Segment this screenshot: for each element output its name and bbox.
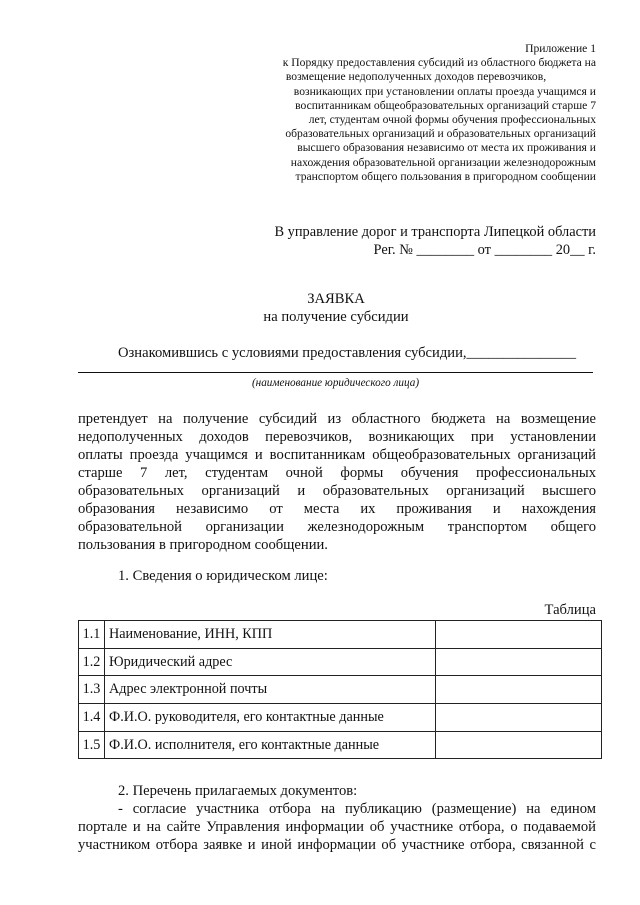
appendix-line: образовательных организаций и образовательных организаций	[285, 127, 596, 141]
row-value-cell[interactable]	[436, 676, 602, 704]
appendix-line: возникающих при установлении оплаты проезда учащимся и	[293, 84, 596, 98]
intro-text: Ознакомившись с условиями предоставления субсидии,_______________	[118, 345, 576, 361]
documents-line: участником отбора заявке и иной информации об участнике отбора, связанной с	[78, 837, 596, 853]
document-title	[0, 290, 640, 326]
appendix-line: высшего образования независимо от места их проживания и	[297, 141, 596, 155]
registration-line: Рег. № ________ от ________ 20__ г.	[373, 242, 596, 258]
fill-in-line	[78, 372, 593, 373]
claim-line: недополученных доходов перевозчиков, возникающих при установлении	[78, 429, 596, 445]
table-row	[79, 621, 602, 649]
table-row	[79, 648, 602, 676]
row-label: Адрес электронной почты	[105, 676, 436, 704]
row-value-cell[interactable]	[436, 648, 602, 676]
appendix-line: Приложение 1	[525, 42, 596, 55]
appendix-line: к Порядку предоставления субсидий из областного бюджета на	[282, 56, 596, 70]
appendix-line: лет, студентам очной формы обучения профессиональных	[308, 113, 596, 127]
section-2-heading: 2. Перечень прилагаемых документов:	[118, 783, 358, 799]
title-main: ЗАЯВКА	[307, 291, 365, 307]
appendix-line: воспитанникам общеобразовательных организаций старше 7	[295, 98, 596, 112]
row-number: 1.2	[79, 648, 105, 676]
claim-line: оплаты проезда учащимся и воспитанникам общеобразовательных организаций	[78, 447, 596, 463]
table-row	[79, 704, 602, 732]
claim-line: претендует на получение субсидий из областного бюджета на возмещение	[78, 411, 596, 427]
documents-list	[78, 800, 596, 854]
appendix-line: возмещение недополученных доходов перевозчиков,	[285, 70, 547, 84]
row-value-cell[interactable]	[436, 704, 602, 732]
appendix-line: нахождения образовательной организации железнодорожным	[290, 155, 596, 169]
row-value-cell[interactable]	[436, 731, 602, 759]
claim-line: пользования в пригородном сообщении.	[78, 537, 328, 553]
row-label: Ф.И.О. руководителя, его контактные данные	[105, 704, 436, 732]
recipient-name: В управление дорог и транспорта Липецкой области	[274, 224, 596, 240]
section-1-heading: 1. Сведения о юридическом лице:	[118, 568, 328, 584]
table-row	[79, 731, 602, 759]
documents-line: - согласие участника отбора на публикацию (размещение) на едином	[118, 801, 596, 817]
legal-entity-caption: (наименование юридического лица)	[251, 377, 420, 389]
claim-line: образования независимо от места их проживания и нахождения	[78, 501, 596, 517]
legal-entity-table	[78, 620, 602, 759]
row-number: 1.5	[79, 731, 105, 759]
table-row	[79, 676, 602, 704]
row-value-cell[interactable]	[436, 621, 602, 649]
claim-line: образовательной организации железнодорожным транспортом общего	[78, 519, 596, 535]
table-label: Таблица	[544, 602, 596, 618]
claim-line: образовательных организаций и образовательных организаций высшего	[78, 483, 596, 499]
claim-line: старше 7 лет, студентам очной формы обучения профессиональных	[78, 465, 596, 481]
row-number: 1.4	[79, 704, 105, 732]
appendix-line: транспортом общего пользования в пригородном сообщении	[295, 169, 596, 183]
claim-paragraph	[78, 410, 596, 554]
row-label: Наименование, ИНН, КПП	[105, 621, 436, 649]
title-sub: на получение субсидии	[263, 309, 409, 325]
row-number: 1.3	[79, 676, 105, 704]
documents-line: портале и на сайте Управления информации об участнике отбора, о подаваемой	[78, 819, 596, 835]
row-number: 1.1	[79, 621, 105, 649]
recipient-block	[230, 223, 596, 259]
row-label: Ф.И.О. исполнителя, его контактные данные	[105, 731, 436, 759]
row-label: Юридический адрес	[105, 648, 436, 676]
appendix-note	[236, 42, 596, 184]
